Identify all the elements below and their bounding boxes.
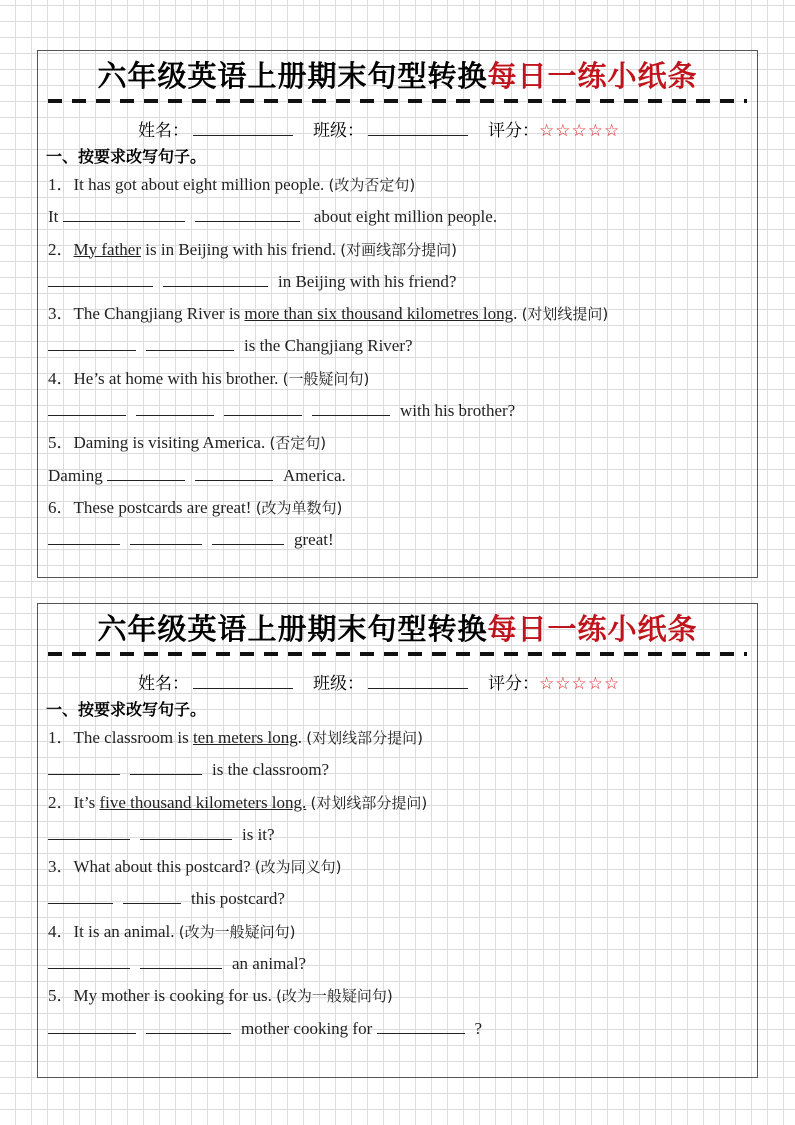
question-text: is in Beijing with his friend. bbox=[141, 239, 341, 259]
question-text: 5．My mother is cooking for us. bbox=[48, 986, 277, 1006]
class-label: 班级： bbox=[313, 121, 364, 141]
question-text: 2． bbox=[48, 239, 74, 259]
question-text: 1．It has got about eight million people. bbox=[48, 175, 329, 194]
question-line bbox=[38, 492, 757, 524]
answer-blank[interactable] bbox=[212, 526, 284, 545]
name-field[interactable] bbox=[193, 119, 293, 136]
answer-blank[interactable] bbox=[140, 821, 232, 840]
answer-text: is the classroom? bbox=[212, 760, 330, 780]
answer-line bbox=[38, 524, 757, 556]
instruction-text: (对画线部分提问) bbox=[340, 240, 458, 259]
answer-blank[interactable] bbox=[48, 1015, 136, 1034]
answer-line bbox=[38, 883, 757, 915]
question-line bbox=[38, 787, 757, 819]
answer-blank[interactable] bbox=[123, 885, 181, 904]
answer-blank[interactable] bbox=[48, 821, 130, 840]
worksheet-card-2 bbox=[37, 603, 758, 1078]
underlined-text: five thousand kilometers long. bbox=[99, 792, 307, 812]
answer-text: is it? bbox=[242, 824, 275, 844]
answer-blank[interactable] bbox=[48, 885, 113, 904]
score-label: 评分： bbox=[488, 674, 539, 694]
name-label: 姓名： bbox=[138, 121, 189, 141]
question-line bbox=[38, 427, 757, 459]
answer-blank[interactable] bbox=[146, 1015, 231, 1034]
question-text: 1．The classroom is bbox=[48, 728, 193, 747]
answer-text: an animal? bbox=[232, 954, 307, 974]
answer-blank[interactable] bbox=[107, 462, 185, 481]
class-field[interactable] bbox=[368, 672, 468, 689]
underlined-text: more than six thousand kilometres long bbox=[244, 304, 514, 324]
answer-text: It bbox=[48, 207, 63, 227]
question-text: . bbox=[513, 304, 522, 324]
question-text: . bbox=[297, 728, 307, 747]
question-text: 4．It is an animal. bbox=[48, 921, 179, 941]
question-line bbox=[38, 169, 757, 201]
section-heading: 一、按要求改写句子。 bbox=[46, 700, 207, 719]
instruction-text: (一般疑问句) bbox=[282, 369, 370, 388]
instruction-text: (改为一般疑问句) bbox=[276, 987, 393, 1006]
name-field[interactable] bbox=[193, 672, 293, 689]
answer-line bbox=[38, 948, 757, 980]
question-text: 3．The Changjiang River is bbox=[48, 304, 245, 324]
instruction-text: (对划线部分提问) bbox=[310, 793, 428, 812]
answer-line bbox=[38, 266, 757, 298]
answer-blank[interactable] bbox=[224, 397, 302, 416]
answer-blank[interactable] bbox=[130, 756, 202, 775]
name-label: 姓名： bbox=[138, 674, 189, 694]
answer-blank[interactable] bbox=[377, 1015, 465, 1034]
answer-text: America. bbox=[283, 465, 346, 485]
score-label: 评分： bbox=[488, 121, 539, 141]
answer-text: is the Changjiang River? bbox=[244, 336, 413, 356]
title-main: 六年级英语上册期末句型转换 bbox=[97, 59, 488, 93]
answer-blank[interactable] bbox=[136, 397, 214, 416]
answer-text: mother cooking for bbox=[241, 1018, 377, 1038]
answer-text: with his brother? bbox=[400, 401, 516, 421]
answer-line bbox=[38, 395, 757, 427]
answer-blank[interactable] bbox=[48, 397, 126, 416]
answer-line bbox=[38, 460, 757, 492]
answer-text: great! bbox=[294, 530, 334, 550]
title-highlight: 每日一练小纸条 bbox=[487, 612, 698, 646]
answer-line bbox=[38, 819, 757, 851]
answer-text: this postcard? bbox=[191, 889, 285, 909]
instruction-text: (改为单数句) bbox=[255, 498, 343, 517]
worksheet-title bbox=[38, 610, 757, 648]
question-text: 4．He’s at home with his brother. bbox=[48, 368, 283, 388]
question-line bbox=[38, 980, 757, 1012]
answer-blank[interactable] bbox=[48, 526, 120, 545]
instruction-text: (改为一般疑问句) bbox=[178, 922, 296, 941]
question-line bbox=[38, 916, 757, 948]
answer-blank[interactable] bbox=[48, 332, 136, 351]
answer-blank[interactable] bbox=[48, 268, 153, 287]
answer-blank[interactable] bbox=[140, 950, 222, 969]
question-line bbox=[38, 851, 757, 883]
answer-blank[interactable] bbox=[195, 462, 273, 481]
instruction-text: (改为同义句) bbox=[254, 858, 342, 877]
class-field[interactable] bbox=[368, 119, 468, 136]
score-stars[interactable]: ☆☆☆☆☆ bbox=[539, 674, 621, 694]
question-line bbox=[38, 722, 757, 754]
answer-text: ? bbox=[474, 1018, 483, 1038]
underlined-text: ten meters long bbox=[192, 728, 298, 747]
question-text: 6．These postcards are great! bbox=[48, 497, 256, 517]
section-heading: 一、按要求改写句子。 bbox=[46, 147, 207, 166]
answer-line bbox=[38, 754, 757, 786]
title-highlight: 每日一练小纸条 bbox=[487, 59, 698, 93]
question-text: 2．It’s bbox=[48, 792, 100, 812]
answer-line bbox=[38, 201, 757, 233]
answer-blank[interactable] bbox=[146, 332, 234, 351]
instruction-text: (改为否定句) bbox=[328, 176, 416, 194]
underlined-text: My father bbox=[73, 239, 142, 259]
student-info-row bbox=[38, 672, 757, 694]
question-text: 5．Daming is visiting America. bbox=[48, 433, 270, 453]
instruction-text: (对划线提问) bbox=[521, 305, 609, 324]
answer-blank[interactable] bbox=[130, 526, 202, 545]
answer-blank[interactable] bbox=[63, 203, 185, 222]
answer-text: Daming bbox=[48, 465, 108, 485]
answer-blank[interactable] bbox=[48, 756, 120, 775]
worksheet-title bbox=[38, 57, 757, 95]
class-label: 班级： bbox=[313, 674, 364, 694]
question-text: 3．What about this postcard? bbox=[48, 857, 255, 877]
question-line bbox=[38, 363, 757, 395]
instruction-text: (否定句) bbox=[269, 434, 327, 453]
answer-blank[interactable] bbox=[163, 268, 268, 287]
worksheet-card-1 bbox=[37, 50, 758, 578]
title-main: 六年级英语上册期末句型转换 bbox=[97, 612, 488, 646]
answer-text: about eight million people. bbox=[309, 207, 498, 227]
question-line bbox=[38, 234, 757, 266]
dashed-divider bbox=[48, 652, 747, 656]
answer-blank[interactable] bbox=[312, 397, 390, 416]
score-stars[interactable]: ☆☆☆☆☆ bbox=[539, 121, 621, 141]
question-line bbox=[38, 298, 757, 330]
instruction-text: (对划线部分提问) bbox=[306, 729, 423, 747]
student-info-row bbox=[38, 119, 757, 141]
answer-blank[interactable] bbox=[195, 203, 300, 222]
answer-blank[interactable] bbox=[48, 950, 130, 969]
answer-line bbox=[38, 330, 757, 362]
answer-line bbox=[38, 1013, 757, 1045]
answer-text: in Beijing with his friend? bbox=[278, 271, 457, 291]
dashed-divider bbox=[48, 99, 747, 103]
